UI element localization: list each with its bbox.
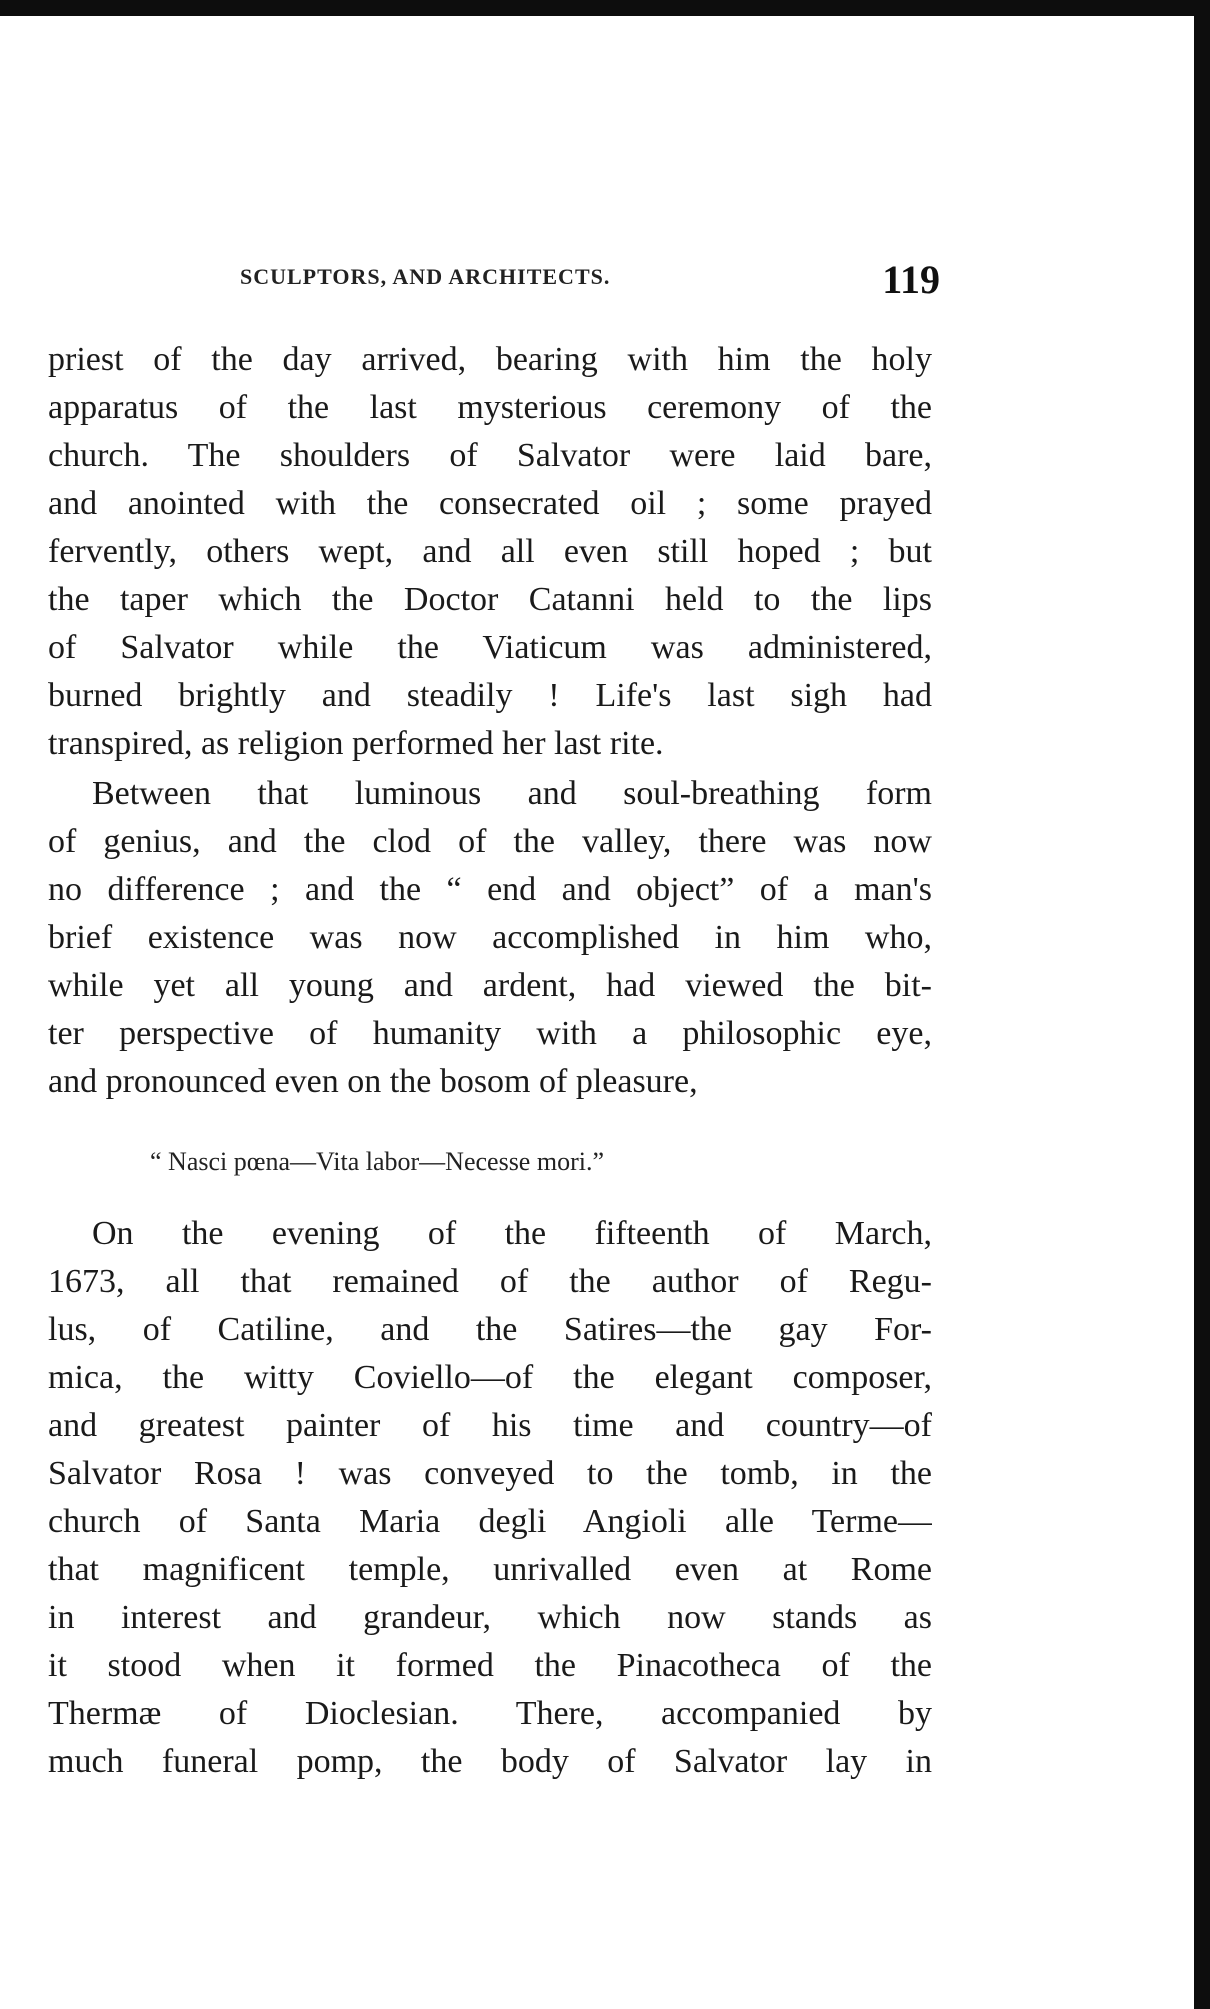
text-line: the taper which the Doctor Catanni held to the lips: [48, 581, 932, 618]
text-line: no difference ; and the “ end and object” of a man's: [48, 871, 932, 908]
text-line: burned brightly and steadily ! Life's last sigh had: [48, 677, 932, 714]
text-line: fervently, others wept, and all even still hoped ; but: [48, 533, 932, 570]
text-line: ter perspective of humanity with a philosophic eye,: [48, 1015, 932, 1052]
text-line: and greatest painter of his time and country—of: [48, 1407, 932, 1444]
paragraph-1: [48, 336, 932, 768]
latin-quotation: “ Nasci pœna—Vita labor—Necesse mori.”: [150, 1147, 604, 1176]
text-line: mica, the witty Coviello—of the elegant composer,: [48, 1359, 932, 1396]
text-line: of genius, and the clod of the valley, there was now: [48, 823, 932, 860]
text-line: church. The shoulders of Salvator were laid bare,: [48, 437, 932, 474]
text-line: it stood when it formed the Pinacotheca of the: [48, 1647, 932, 1684]
text-line: while yet all young and ardent, had viewed the bit-: [48, 967, 932, 1004]
running-head: [240, 256, 940, 302]
text-line: and pronounced even on the bosom of pleasure,: [48, 1063, 698, 1100]
text-line: that magnificent temple, unrivalled even at Rome: [48, 1551, 932, 1588]
text-line: transpired, as religion performed her last rite.: [48, 725, 664, 762]
paragraph-2: [48, 770, 932, 1106]
page-number: 119: [882, 257, 940, 302]
text-line: priest of the day arrived, bearing with him the holy: [48, 341, 932, 378]
text-line: much funeral pomp, the body of Salvator lay in: [48, 1743, 932, 1780]
text-line: On the evening of the fifteenth of March,: [92, 1215, 932, 1252]
text-line: and anointed with the consecrated oil ; some prayed: [48, 485, 932, 522]
text-line: brief existence was now accomplished in him who,: [48, 919, 932, 956]
text-line: in interest and grandeur, which now stands as: [48, 1599, 932, 1636]
text-line: Between that luminous and soul-breathing form: [92, 775, 932, 812]
text-line: lus, of Catiline, and the Satires—the gay For-: [48, 1311, 932, 1348]
scan-top-edge: [0, 0, 1210, 16]
running-title: SCULPTORS, AND ARCHITECTS.: [240, 264, 611, 289]
paragraph-3: [48, 1210, 932, 1786]
text-line: 1673, all that remained of the author of Regu-: [48, 1263, 932, 1300]
text-line: Salvator Rosa ! was conveyed to the tomb, in the: [48, 1455, 932, 1492]
text-line: of Salvator while the Viaticum was administered,: [48, 629, 932, 666]
text-line: church of Santa Maria degli Angioli alle Terme—: [48, 1503, 932, 1540]
text-line: apparatus of the last mysterious ceremony of the: [48, 389, 932, 426]
text-line: Thermæ of Dioclesian. There, accompanied by: [48, 1695, 932, 1732]
scan-right-edge: [1194, 0, 1210, 2009]
